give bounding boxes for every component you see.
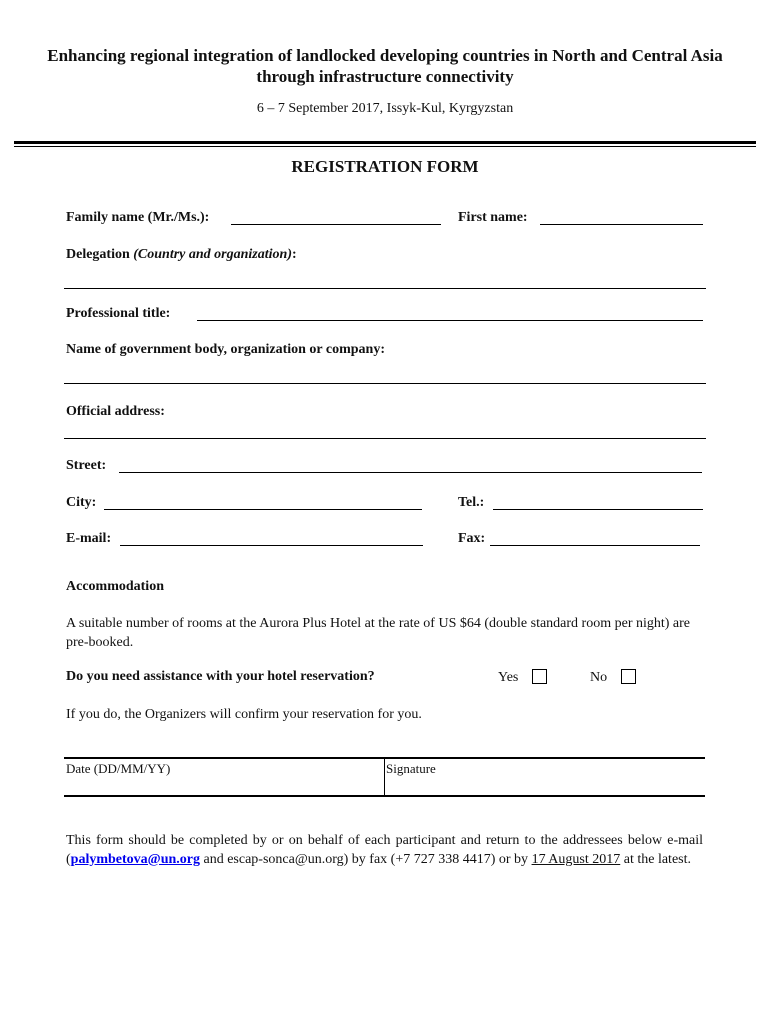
government-body-label: Name of government body, organization or company: <box>66 342 385 357</box>
first-name-field[interactable] <box>540 224 703 225</box>
signature-label: Signature <box>386 761 436 776</box>
city-label: City: <box>66 495 97 510</box>
instructions-part-2: and escap-sonca@un.org) by fax (+7 727 338 4417) or by <box>199 851 532 867</box>
event-date-location: 6 – 7 September 2017, Issyk-Kul, Kyrgyzstan <box>256 101 514 116</box>
date-field[interactable] <box>64 759 384 795</box>
form-title: REGISTRATION FORM <box>291 157 479 176</box>
fax-field[interactable] <box>490 545 700 546</box>
professional-title-field[interactable] <box>197 320 703 321</box>
date-label: Date (DD/MM/YY) <box>66 761 171 776</box>
tel-field[interactable] <box>493 509 703 510</box>
tel-label: Tel.: <box>458 495 485 510</box>
delegation-colon: : <box>291 247 297 262</box>
city-field[interactable] <box>104 509 422 510</box>
email-field[interactable] <box>120 545 423 546</box>
instructions-part-1: This form should be completed by or on behalf of each participant and return to the addressees below e-mail ( <box>66 833 703 867</box>
date-signature-table <box>64 757 705 797</box>
delegation-label-text: Delegation <box>66 247 134 262</box>
no-label: No <box>590 670 608 685</box>
deadline-date: 17 August 2017 <box>531 851 621 867</box>
fax-label: Fax: <box>458 531 486 546</box>
confirmation-text: If you do, the Organizers will confirm your reservation for you. <box>66 707 422 722</box>
accommodation-heading: Accommodation <box>66 579 164 594</box>
official-address-field[interactable] <box>64 438 706 439</box>
no-checkbox[interactable] <box>621 669 636 684</box>
professional-title-label: Professional title: <box>66 306 171 321</box>
delegation-field[interactable] <box>64 288 706 289</box>
hotel-assistance-question: Do you need assistance with your hotel reservation? <box>66 669 375 684</box>
signature-field[interactable] <box>385 759 705 795</box>
family-name-field[interactable] <box>231 224 441 225</box>
delegation-label <box>66 247 297 263</box>
street-field[interactable] <box>119 472 702 473</box>
header-divider-thin <box>14 146 756 147</box>
street-label: Street: <box>66 458 107 473</box>
official-address-label: Official address: <box>66 404 165 419</box>
document-title: Enhancing regional integration of landlocked developing countries in North and Central Asia through infrastructure connectivity <box>47 46 723 86</box>
family-name-label: Family name (Mr./Ms.): <box>66 210 210 225</box>
contact-email-link[interactable]: palymbetova@un.org <box>70 851 200 867</box>
instructions-part-3: at the latest. <box>620 851 692 867</box>
delegation-hint: (Country and organization) <box>133 247 292 262</box>
submission-instructions <box>66 832 703 869</box>
yes-checkbox[interactable] <box>532 669 547 684</box>
yes-label: Yes <box>498 670 519 685</box>
accommodation-text: A suitable number of rooms at the Aurora Plus Hotel at the rate of US $64 (double standard room per night) are pre-booked. <box>66 616 691 650</box>
header-divider-thick <box>14 141 756 144</box>
email-label: E-mail: <box>66 531 112 546</box>
first-name-label: First name: <box>458 210 528 225</box>
government-body-field[interactable] <box>64 383 706 384</box>
